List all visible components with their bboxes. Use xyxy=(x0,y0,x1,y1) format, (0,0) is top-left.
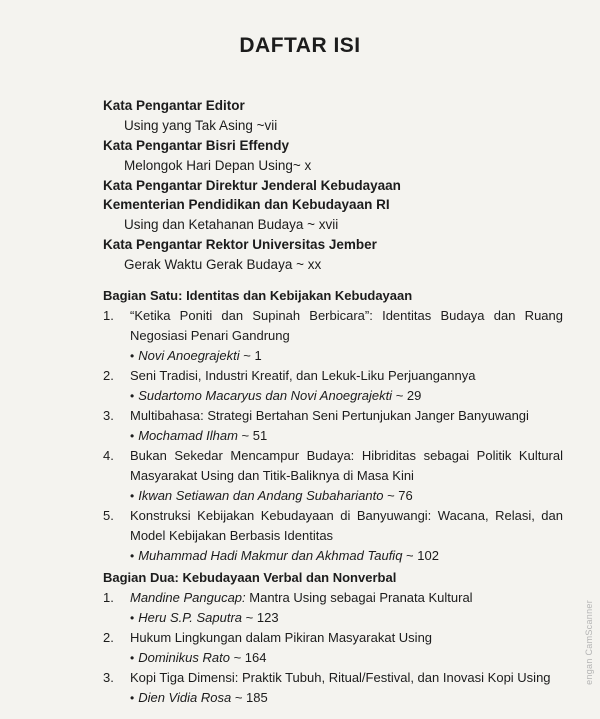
entry-title-line: Multibahasa: Strategi Bertahan Seni Pertunjukan Janger Banyuwangi xyxy=(130,408,529,423)
preface-heading: Kata Pengantar Editor xyxy=(103,98,245,113)
entry-number: 5. xyxy=(103,508,114,523)
entry-author xyxy=(130,608,563,628)
entry-title-line: Masyarakat Using dan Titik-Baliknya di Masa Kini xyxy=(130,468,414,483)
page-ref: ~ 123 xyxy=(245,610,279,625)
bullet-icon: • xyxy=(130,611,135,625)
toc-entry xyxy=(103,588,563,628)
bullet-icon: • xyxy=(130,349,135,363)
entry-author xyxy=(130,386,563,406)
page-ref: ~ 185 xyxy=(234,690,268,705)
part-two-heading: Bagian Dua: Kebudayaan Verbal dan Nonverbal xyxy=(103,570,397,585)
page-ref: ~ 1 xyxy=(243,348,262,363)
preface-heading: Kata Pengantar Direktur Jenderal Kebudayaan xyxy=(103,178,401,193)
entry-title-line: Seni Tradisi, Industri Kreatif, dan Lekuk-Liku Perjuangannya xyxy=(130,368,476,383)
entry-number: 1. xyxy=(103,590,114,605)
preface-subtitle: Gerak Waktu Gerak Budaya ~ xx xyxy=(124,257,322,272)
bullet-icon: • xyxy=(130,651,135,665)
entry-number: 2. xyxy=(103,368,114,383)
entry-author xyxy=(130,648,563,668)
entry-title-line: Hukum Lingkungan dalam Pikiran Masyarakat Using xyxy=(130,630,433,645)
bullet-icon: • xyxy=(130,429,135,443)
entry-number: 2. xyxy=(103,630,114,645)
author-name: Sudartomo Macaryus dan Novi Anoegrajekti xyxy=(138,388,393,403)
entry-number: 3. xyxy=(103,670,114,685)
entry-author xyxy=(130,546,563,566)
entry-title-line xyxy=(130,588,563,608)
author-name: Mochamad Ilham xyxy=(138,428,238,443)
part-one-entries xyxy=(103,306,563,566)
toc-entry xyxy=(103,668,563,708)
part-one-heading: Bagian Satu: Identitas dan Kebijakan Kebudayaan xyxy=(103,288,413,303)
bullet-icon: • xyxy=(130,691,135,705)
entry-author xyxy=(130,346,563,366)
preface-subtitle: Melongok Hari Depan Using~ x xyxy=(124,158,312,173)
preface-subtitle: Using yang Tak Asing ~vii xyxy=(124,118,278,133)
scanner-watermark: engan CamScanner xyxy=(584,600,594,685)
preface-list xyxy=(103,96,563,275)
toc-entry xyxy=(103,366,563,406)
entry-title-line: Model Kebijakan Berbasis Identitas xyxy=(130,528,334,543)
bullet-icon: • xyxy=(130,549,135,563)
entry-title-line: Kopi Tiga Dimensi: Praktik Tubuh, Ritual/Festival, dan Inovasi Kopi Using xyxy=(130,670,551,685)
author-name: Heru S.P. Saputra xyxy=(138,610,243,625)
entry-number: 3. xyxy=(103,408,114,423)
entry-author xyxy=(130,486,563,506)
toc-entry xyxy=(103,306,563,366)
preface-heading: Kata Pengantar Rektor Universitas Jember xyxy=(103,237,377,252)
page-ref: ~ 51 xyxy=(241,428,268,443)
page-ref: ~ 102 xyxy=(406,548,439,563)
entry-author xyxy=(130,688,563,708)
toc-entry xyxy=(103,406,563,446)
entry-title-line: Negosiasi Penari Gandrung xyxy=(130,328,290,343)
bullet-icon: • xyxy=(130,389,135,403)
preface-subtitle: Using dan Ketahanan Budaya ~ xvii xyxy=(124,217,339,232)
bullet-icon: • xyxy=(130,489,135,503)
entry-title-line: Konstruksi Kebijakan Kebudayaan di Banyuwangi: Wacana, Relasi, dan xyxy=(130,508,563,523)
part-two-entries xyxy=(103,588,563,708)
entry-title-italic: Mandine Pangucap: xyxy=(130,590,246,605)
entry-title-line: “Ketika Poniti dan Supinah Berbicara”: Identitas Budaya dan Ruang xyxy=(130,308,563,323)
toc-entry xyxy=(103,446,563,506)
entry-title-rest: Mantra Using sebagai Pranata Kultural xyxy=(245,590,473,605)
author-name: Dien Vidia Rosa xyxy=(138,690,232,705)
author-name: Novi Anoegrajekti xyxy=(138,348,240,363)
entry-title-line: Bukan Sekedar Mencampur Budaya: Hibriditas sebagai Politik Kultural xyxy=(130,448,563,463)
page-ref: ~ 76 xyxy=(387,488,413,503)
author-name: Muhammad Hadi Makmur dan Akhmad Taufiq xyxy=(138,548,403,563)
entry-number: 4. xyxy=(103,448,114,463)
entry-number: 1. xyxy=(103,308,114,323)
toc-entry xyxy=(103,506,563,566)
page-ref: ~ 29 xyxy=(395,388,422,403)
author-name: Ikwan Setiawan dan Andang Subaharianto xyxy=(138,488,384,503)
page-ref: ~ 164 xyxy=(233,650,267,665)
toc-entry xyxy=(103,628,563,668)
page-title: DAFTAR ISI xyxy=(239,34,361,57)
author-name: Dominikus Rato xyxy=(138,650,230,665)
preface-heading-cont: Kementerian Pendidikan dan Kebudayaan RI xyxy=(103,197,390,212)
entry-author xyxy=(130,426,563,446)
preface-heading: Kata Pengantar Bisri Effendy xyxy=(103,138,290,153)
